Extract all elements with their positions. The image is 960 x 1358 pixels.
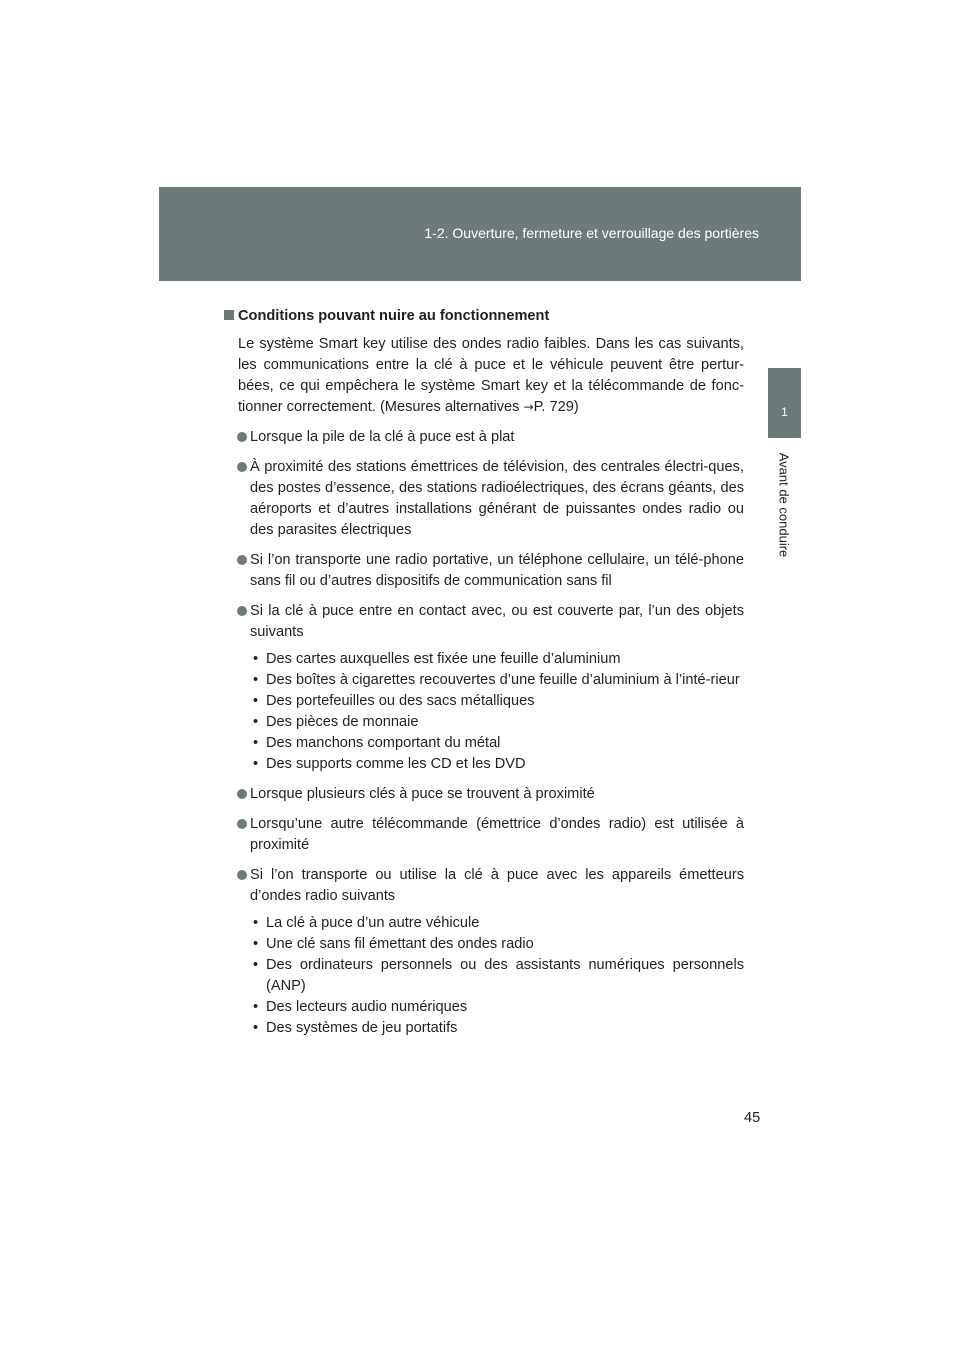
dot-bullet: • — [253, 714, 259, 730]
section-title: 1-2. Ouverture, fermeture et verrouillage des portières — [424, 225, 759, 241]
arrow-icon: → — [523, 400, 534, 414]
list-item-text: Lorsqu’une autre télécommande (émettrice d’ondes radio) est utilisée à proximité — [250, 816, 744, 853]
list-item — [224, 784, 744, 805]
list-item-text: Lorsque la pile de la clé à puce est à plat — [250, 429, 515, 445]
list-item-text: Lorsque plusieurs clés à puce se trouvent à proximité — [250, 786, 595, 802]
sub-list-item — [224, 934, 744, 955]
sublist-devices — [224, 913, 744, 1039]
page-content — [224, 306, 744, 1048]
list-item-text: Si l’on transporte ou utilise la clé à puce avec les appareils émetteurs d’ondes radio suivants — [250, 867, 744, 904]
header-band — [159, 187, 801, 281]
sub-list-text: Des lecteurs audio numériques — [266, 999, 468, 1015]
page-reference: P. 729) — [533, 399, 579, 415]
list-item — [224, 427, 744, 448]
list-item — [224, 865, 744, 907]
list-item-text: Si la clé à puce entre en contact avec, ou est couverte par, l’un des objets suivants — [250, 603, 744, 640]
sub-list-item — [224, 955, 744, 997]
dot-bullet: • — [253, 936, 259, 952]
sub-list-text: Des boîtes à cigarettes recouvertes d’une feuille d’aluminium à l’inté-rieur — [266, 672, 740, 688]
chapter-number: 1 — [781, 405, 788, 419]
circle-bullet-icon — [237, 819, 247, 829]
dot-bullet: • — [253, 999, 259, 1015]
dot-bullet: • — [253, 672, 259, 688]
dot-bullet: • — [253, 693, 259, 709]
sub-list-text: Des portefeuilles ou des sacs métalliques — [266, 693, 535, 709]
sub-list-text: Une clé sans fil émettant des ondes radio — [266, 936, 534, 952]
dot-bullet: • — [253, 735, 259, 751]
sub-list-text: La clé à puce d’un autre véhicule — [266, 915, 480, 931]
sub-list-item — [224, 997, 744, 1018]
list-item — [224, 601, 744, 643]
sub-list-text: Des manchons comportant du métal — [266, 735, 501, 751]
sub-list-item — [224, 754, 744, 775]
sub-list-item — [224, 712, 744, 733]
list-item-text: Si l’on transporte une radio portative, un téléphone cellulaire, un télé-phone sans fil ou d’autres dispositifs de communication sans fil — [250, 552, 744, 589]
section-heading — [224, 306, 744, 327]
list-item — [224, 814, 744, 856]
list-item-text: À proximité des stations émettrices de télévision, des centrales électri-ques, des postes d’essence, des stations radioélectriques, des écrans géants, des aéroports et d’autres installations générant de puissantes ondes radio ou des parasites électriques — [250, 459, 744, 538]
page-number: 45 — [744, 1110, 761, 1126]
circle-bullet-icon — [237, 555, 247, 565]
circle-bullet-icon — [237, 462, 247, 472]
sub-list-text: Des pièces de monnaie — [266, 714, 419, 730]
sub-list-text: Des cartes auxquelles est fixée une feuille d’aluminium — [266, 651, 621, 667]
circle-bullet-icon — [237, 432, 247, 442]
sub-list-text: Des ordinateurs personnels ou des assistants numériques personnels (ANP) — [266, 957, 744, 994]
sub-list-item — [224, 649, 744, 670]
dot-bullet: • — [253, 651, 259, 667]
square-bullet-icon — [224, 310, 234, 320]
dot-bullet: • — [253, 756, 259, 772]
circle-bullet-icon — [237, 789, 247, 799]
sub-list-text: Des systèmes de jeu portatifs — [266, 1020, 458, 1036]
chapter-tab — [768, 368, 801, 438]
dot-bullet: • — [253, 957, 259, 973]
circle-bullet-icon — [237, 606, 247, 616]
list-item — [224, 457, 744, 541]
section-heading-text: Conditions pouvant nuire au fonctionnement — [238, 308, 550, 324]
dot-bullet: • — [253, 915, 259, 931]
intro-paragraph — [238, 334, 744, 418]
circle-bullet-icon — [237, 870, 247, 880]
chapter-label: Avant de conduire — [776, 452, 792, 558]
sub-list-item — [224, 691, 744, 712]
sub-list-item — [224, 1018, 744, 1039]
intro-text: Le système Smart key utilise des ondes radio faibles. Dans les cas suivants, les communications entre la clé à puce et le véhicule peuvent être pertur-bées, ce qui empêchera le système Smart key et la télécommande de fonc-tionner correctement. (Mesures alternatives — [238, 336, 744, 415]
sublist-objects — [224, 649, 744, 775]
sub-list-item — [224, 913, 744, 934]
dot-bullet: • — [253, 1020, 259, 1036]
sub-list-text: Des supports comme les CD et les DVD — [266, 756, 526, 772]
list-item — [224, 550, 744, 592]
sub-list-item — [224, 670, 744, 691]
sub-list-item — [224, 733, 744, 754]
